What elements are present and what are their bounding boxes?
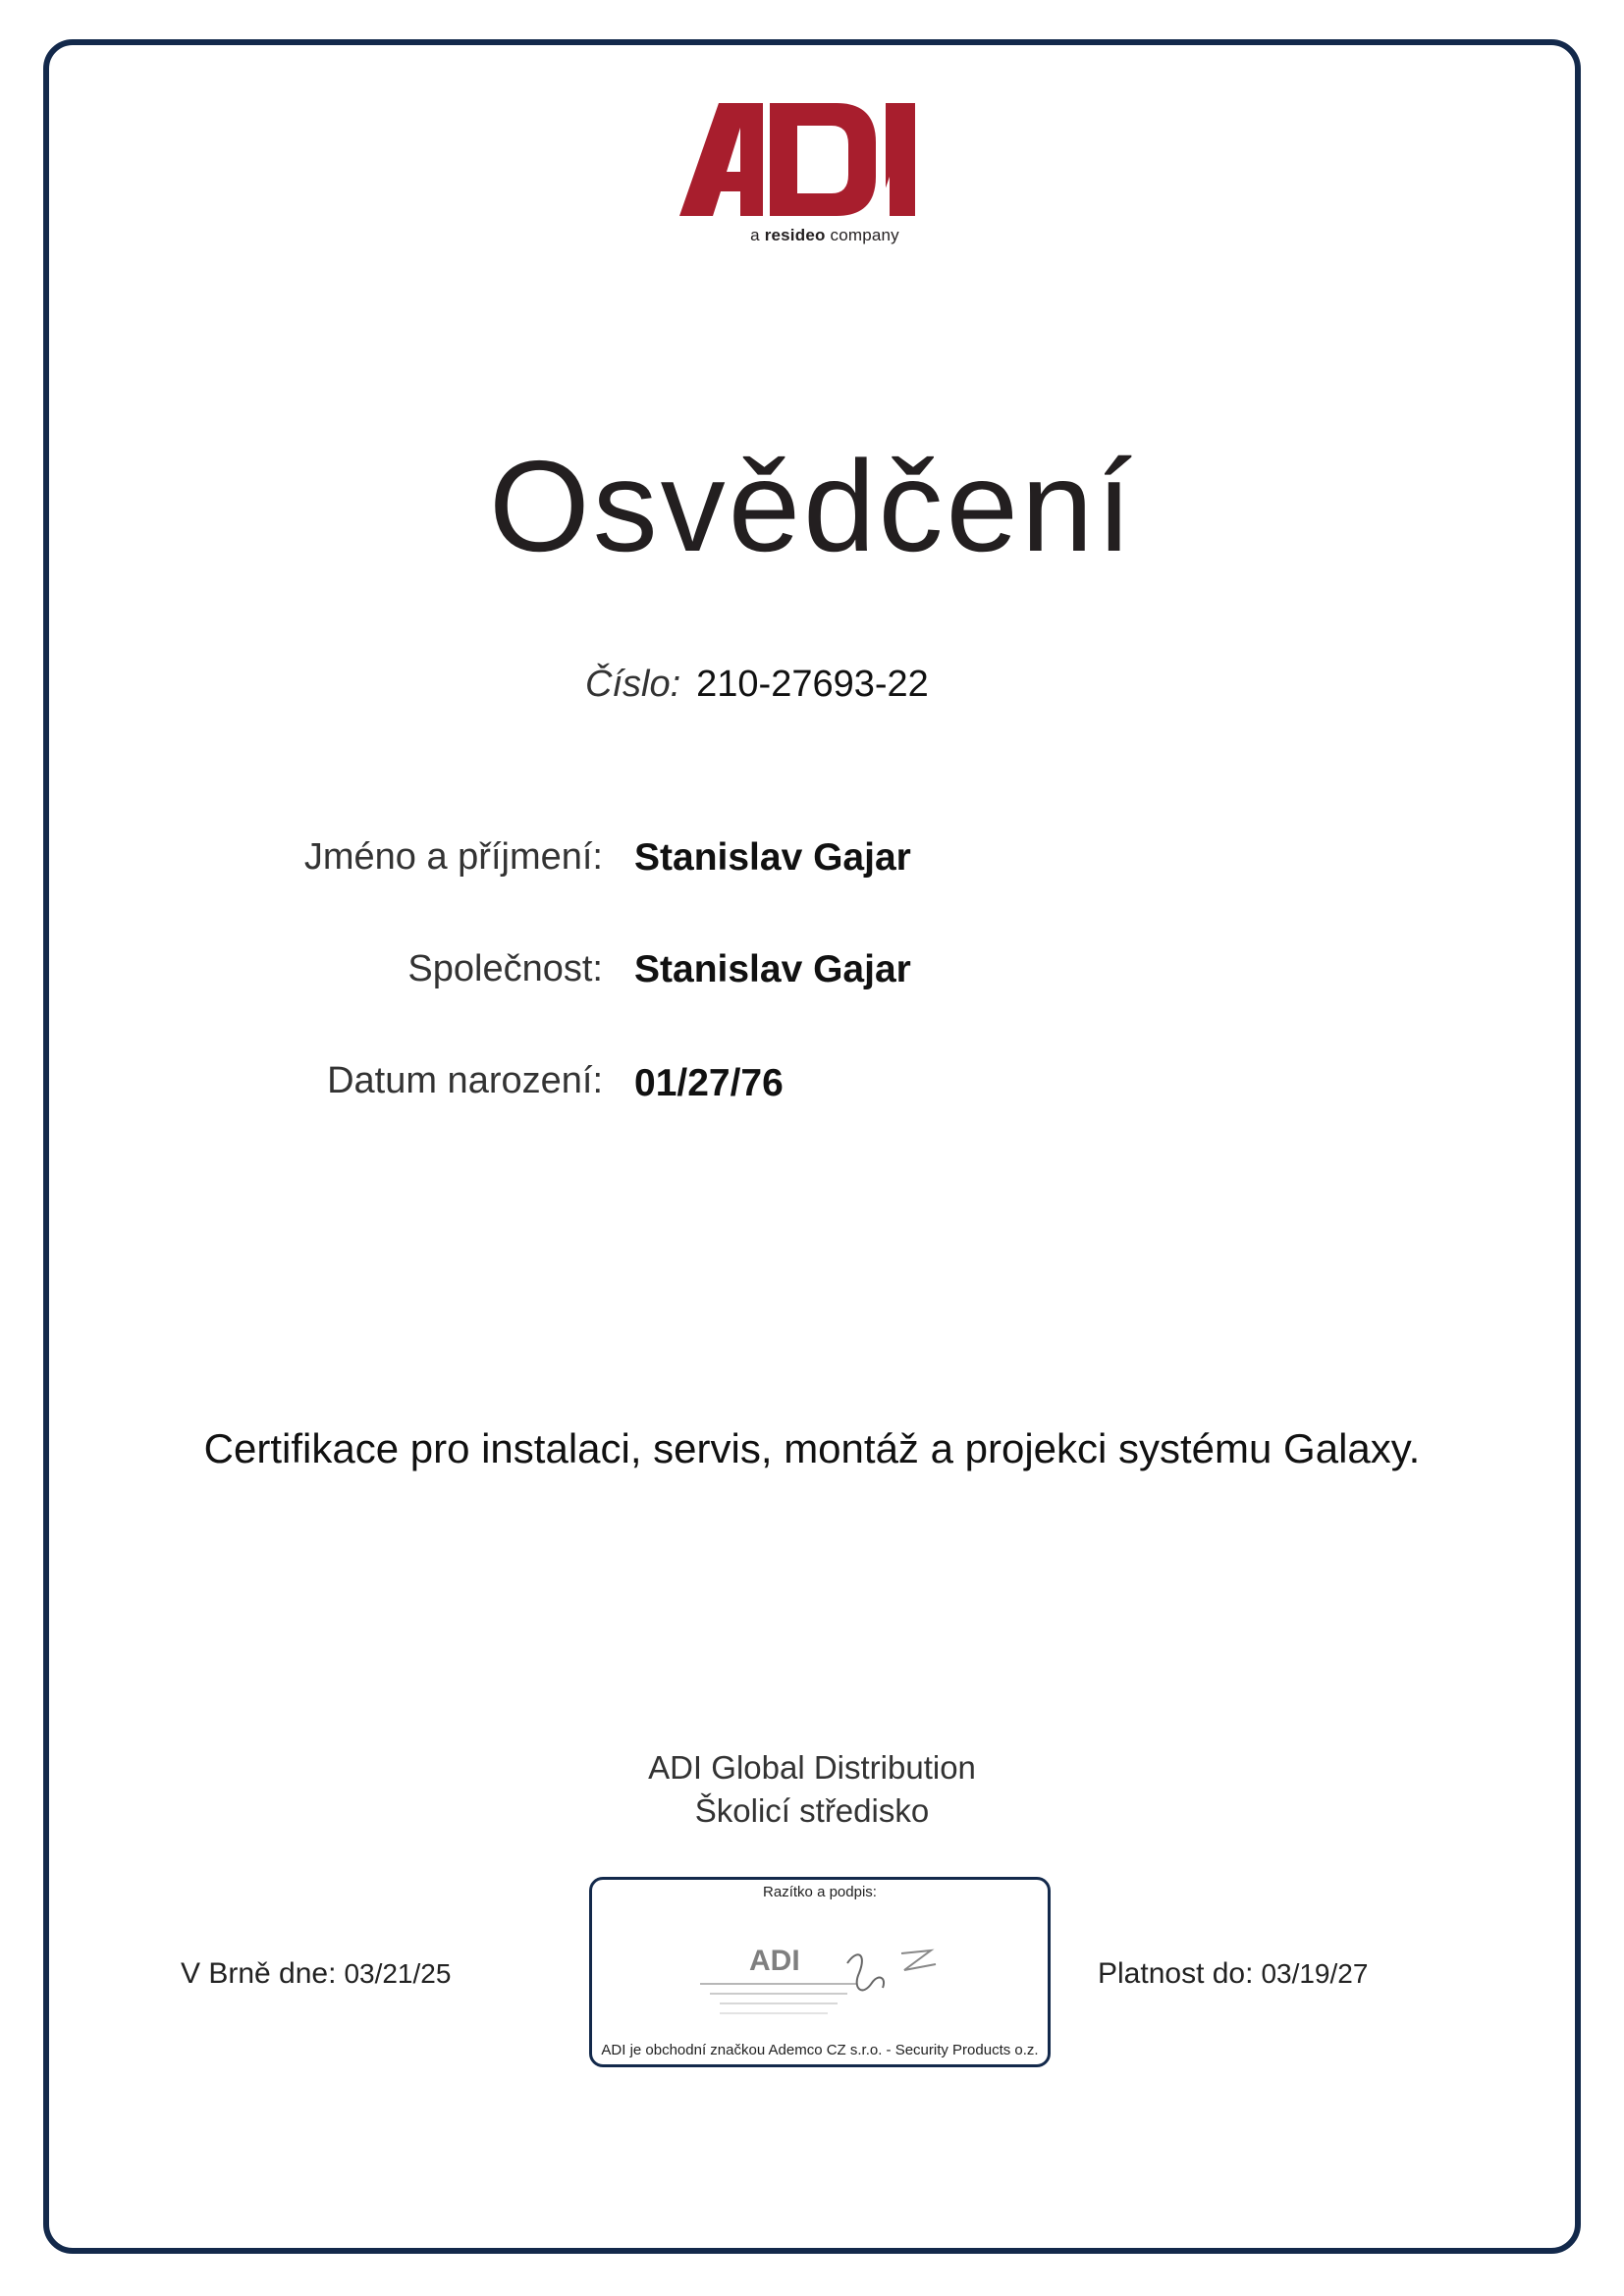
valid-until-label: Platnost do: [1098, 1957, 1254, 1990]
certificate-title: Osvědčení [489, 434, 1135, 578]
certificate-number [585, 664, 929, 706]
issue-date-value: 03/21/25 [344, 1958, 452, 1989]
logo-tagline: a resideo company [750, 226, 899, 244]
name-value: Stanislav Gajar [634, 836, 911, 879]
issuer-department: Školicí středisko [694, 1792, 930, 1829]
valid-until-value: 03/19/27 [1261, 1958, 1369, 1989]
svg-text:ADI: ADI [749, 1945, 800, 1977]
issuer-name: ADI Global Distribution [648, 1749, 976, 1786]
company-value: Stanislav Gajar [634, 948, 911, 990]
number-label: Číslo: [585, 664, 681, 705]
stamp-and-signature-image [690, 1929, 955, 2037]
stamp-footer: ADI je obchodní značkou Ademco CZ s.r.o. - Security Products o.z. [601, 2042, 1039, 2058]
stamp-signature-box [589, 1877, 1051, 2067]
company-label: Společnost: [407, 948, 603, 989]
stamp-header: Razítko a podpis: [763, 1884, 877, 1900]
valid-until [1098, 1957, 1368, 1991]
name-label: Jméno a příjmení: [303, 836, 603, 878]
issue-date-label: V Brně dne: [181, 1957, 337, 1990]
issue-date [181, 1957, 451, 1991]
number-value: 210-27693-22 [696, 664, 929, 705]
certification-statement: Certifikace pro instalaci, servis, montáž a projekci systému Galaxy. [203, 1425, 1421, 1471]
birthdate-value: 01/27/76 [634, 1062, 784, 1104]
birthdate-label: Datum narození: [327, 1060, 603, 1101]
